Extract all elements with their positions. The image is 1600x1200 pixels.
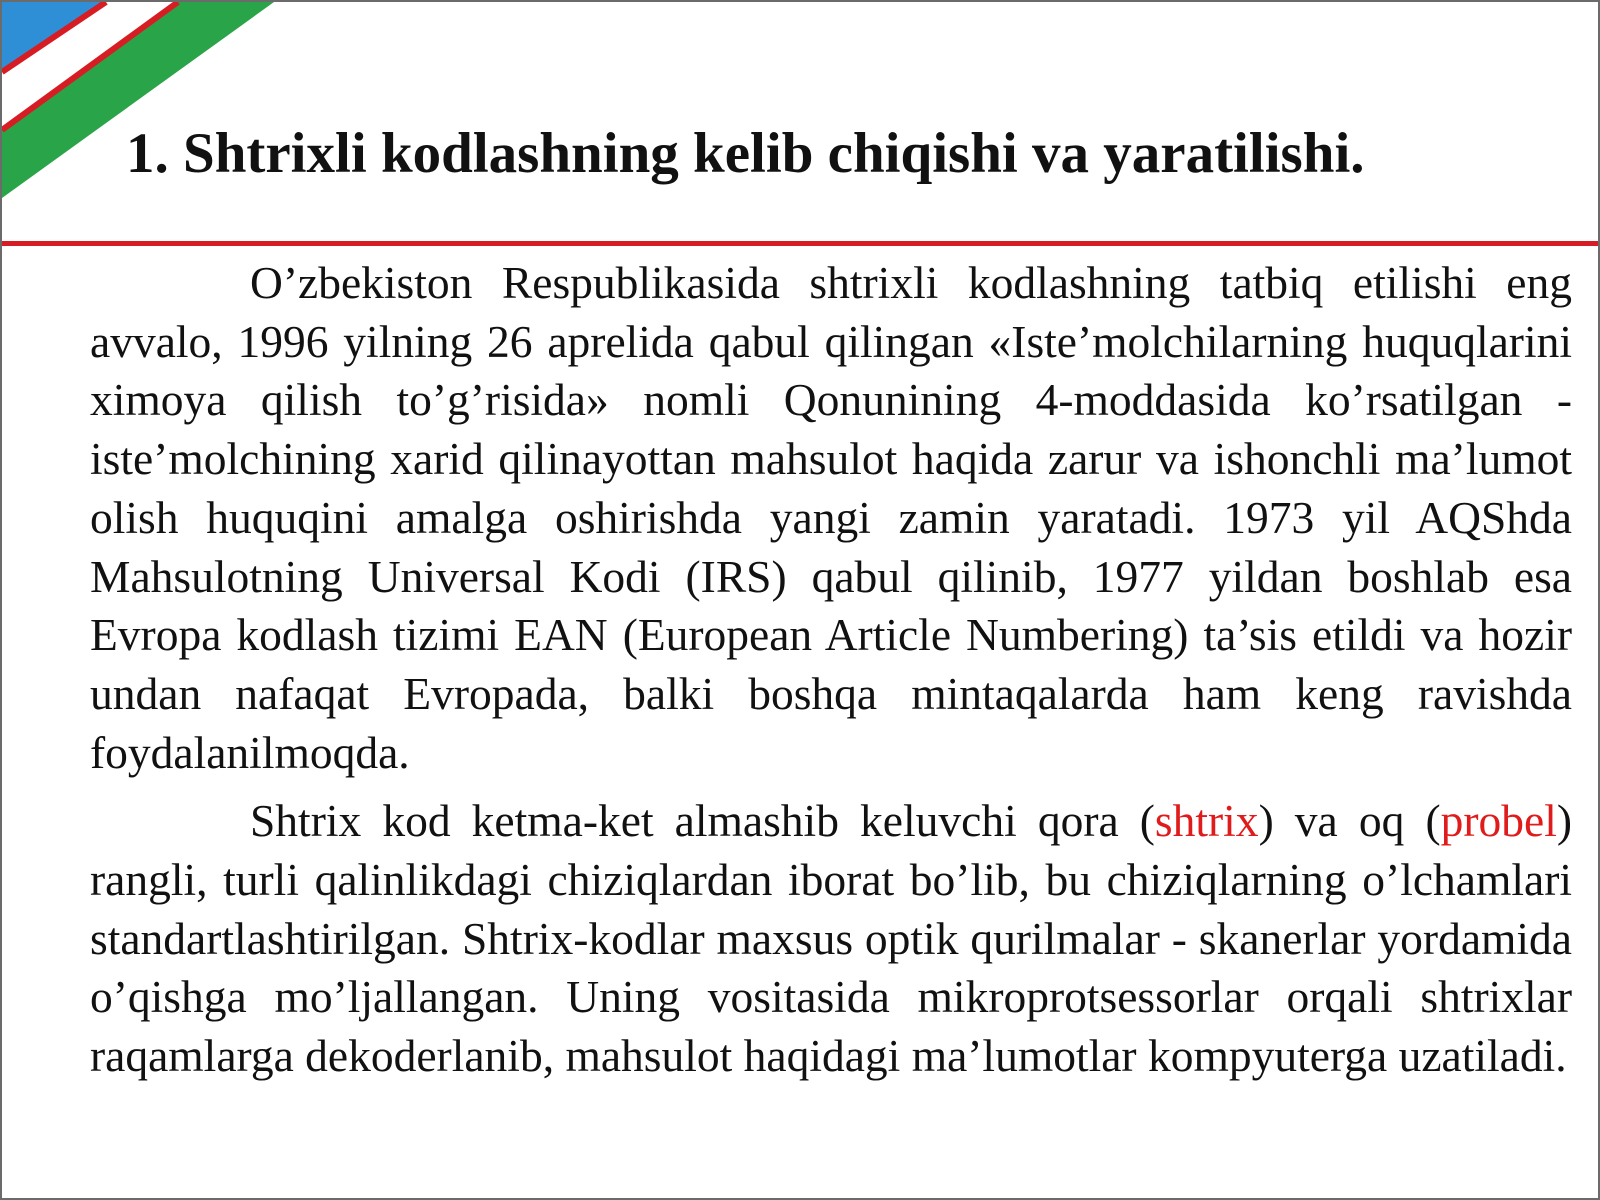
paragraph-text-part: ) rangli, turli qalinlikdagi chiziqlardan iborat bo’lib, bu chiziqlarning o’lchamlari standartlashtirilgan. Shtrix-kodlar maxsus optik qurilmalar - skanerlar yordamida o’qishga mo’ljallangan. Uning vositasida mikroprotsessorlar orqali shtrixlar raqamlarga dekoderlanib, mahsulot haqidagi ma’lumotlar kompyuterga uzatiladi. <box>90 795 1572 1082</box>
highlight-term-shtrix: shtrix <box>1154 795 1259 847</box>
highlight-term-probel: probel <box>1440 795 1557 847</box>
title-divider <box>2 241 1600 246</box>
paragraph-definition <box>90 792 1572 1086</box>
paragraph-text-part: ) va oq ( <box>1258 795 1441 847</box>
slide-title: 1. Shtrixli kodlashning kelib chiqishi va yaratilishi. <box>126 122 1365 185</box>
paragraph-history: O’zbekiston Respublikasida shtrixli kodlashning tatbiq etilishi eng avvalo, 1996 yilning 26 aprelida qabul qilingan «Iste’molchilarning huquqlarini ximoya qilish to’g’risida» nomli Qonunining 4-moddasida ko’rsatilgan - iste’molchining xarid qilinayottan mahsulot haqida zarur va ishonchli ma’lumot olish huquqini amalga oshirishda yangi zamin yaratadi. 1973 yil AQShda Mahsulotning Universal Kodi (IRS) qabul qilinib, 1977 yildan boshlab esa Evropa kodlash tizimi EAN (European Article Numbering) ta’sis etildi va hozir undan nafaqat Evropada, balki boshqa mintaqalarda ham keng ravishda foydalanilmoqda. <box>90 257 1572 778</box>
slide-body <box>90 254 1572 1086</box>
paragraph-text-part: Shtrix kod ketma-ket almashib keluvchi qora ( <box>250 795 1155 847</box>
